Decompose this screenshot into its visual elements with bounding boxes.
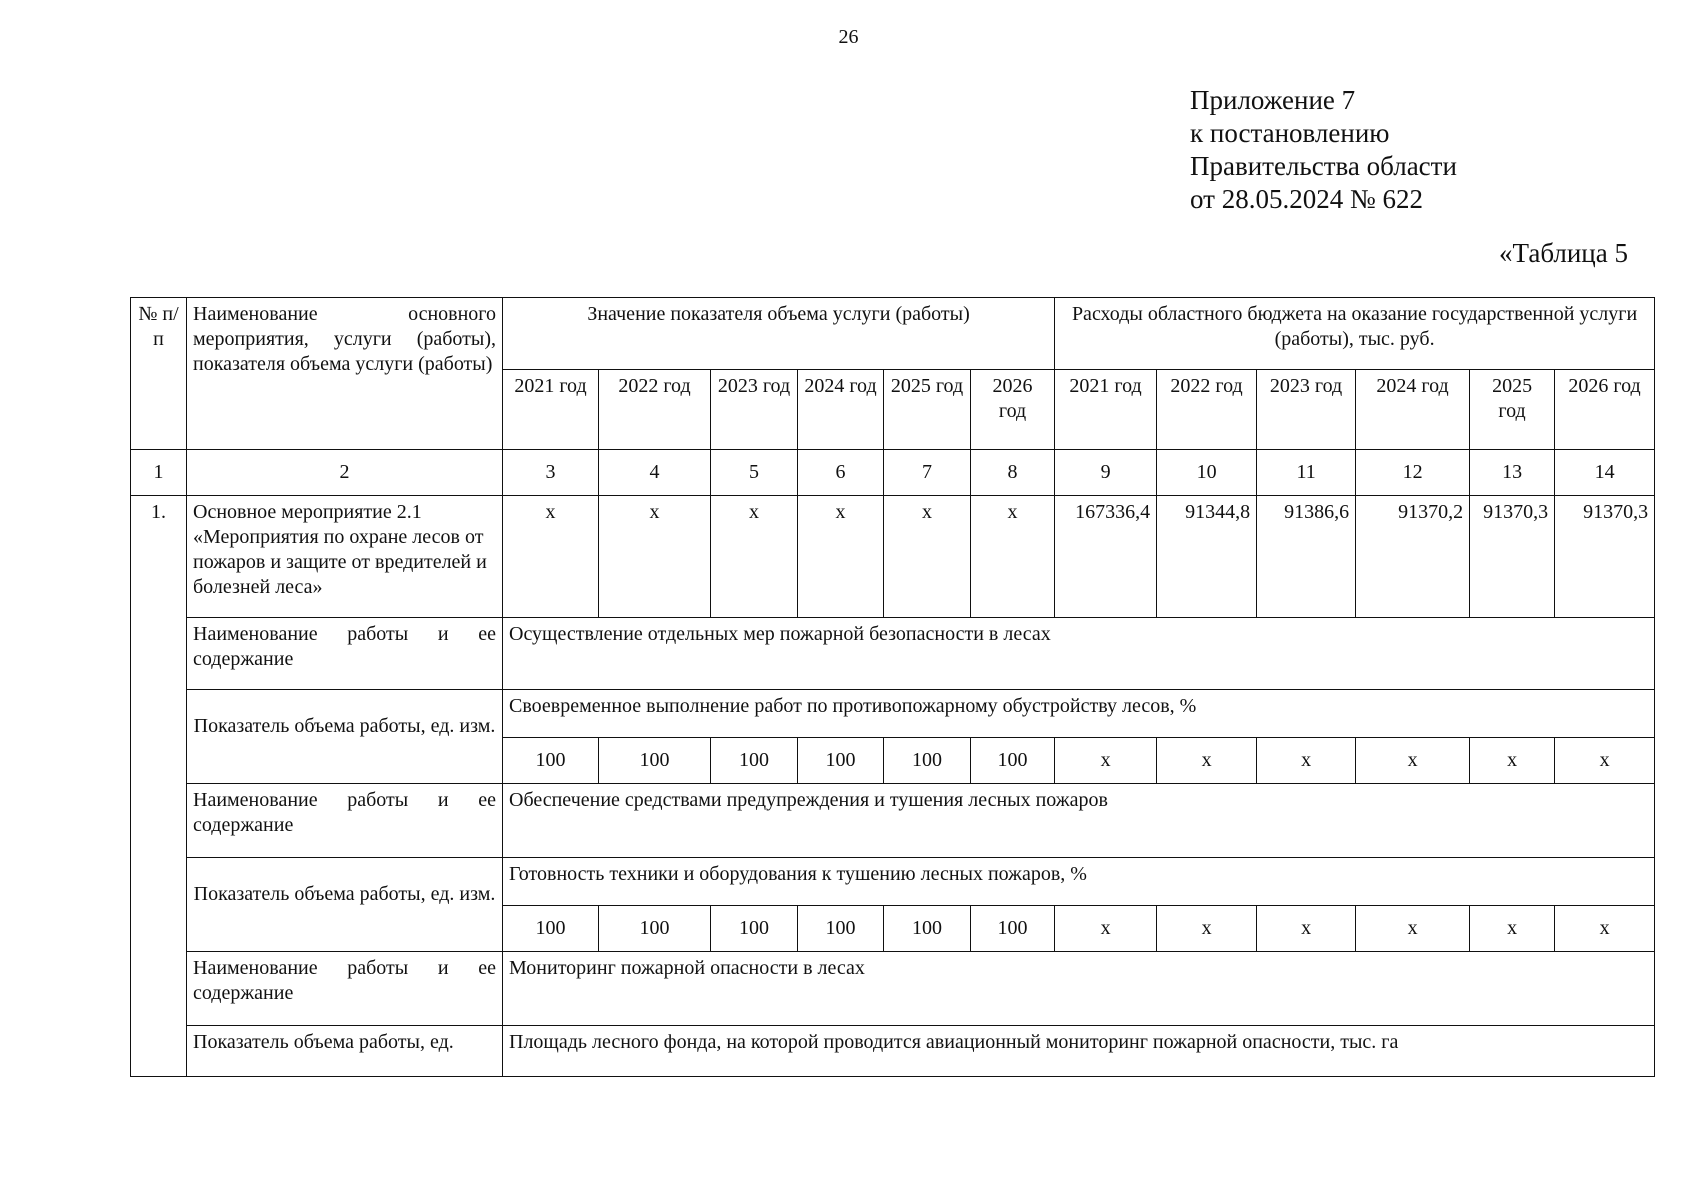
volume-value: x — [884, 496, 971, 618]
column-number: 1 — [131, 450, 187, 496]
column-number: 13 — [1470, 450, 1555, 496]
row-num: 1. — [131, 496, 187, 1077]
indicator-value: x — [1055, 738, 1157, 784]
column-number: 4 — [599, 450, 711, 496]
header-year: 2021 год — [1055, 370, 1157, 450]
work-name: Мониторинг пожарной опасности в лесах — [503, 952, 1655, 1026]
indicator-name: Готовность техники и оборудования к тушению лесных пожаров, % — [503, 858, 1655, 906]
header-name: Наименование основного мероприятия, услуги (работы), показателя объема услуги (работы) — [187, 298, 503, 450]
work-name-label: Наименование работы и ее содержание — [187, 618, 503, 690]
volume-value: x — [798, 496, 884, 618]
expense-value: 91344,8 — [1157, 496, 1257, 618]
indicator-value: 100 — [798, 906, 884, 952]
indicator-value: x — [1356, 738, 1470, 784]
indicator-value: 100 — [884, 738, 971, 784]
indicator-value: 100 — [503, 738, 599, 784]
indicator-label: Показатель объема работы, ед. изм. — [187, 690, 503, 784]
header-year: 2025 год — [1470, 370, 1555, 450]
indicator-value: 100 — [884, 906, 971, 952]
work-name: Обеспечение средствами предупреждения и тушения лесных пожаров — [503, 784, 1655, 858]
indicator-value: x — [1257, 738, 1356, 784]
volume-value: x — [599, 496, 711, 618]
work-name-label: Наименование работы и ее содержание — [187, 784, 503, 858]
indicator-value: x — [1055, 906, 1157, 952]
header-year: 2024 год — [798, 370, 884, 450]
header-year: 2026 год — [1555, 370, 1655, 450]
header-year: 2021 год — [503, 370, 599, 450]
indicator-name: Площадь лесного фонда, на которой проводится авиационный мониторинг пожарной опасности, тыс. га — [503, 1026, 1655, 1077]
indicator-value: x — [1356, 906, 1470, 952]
expense-value: 91386,6 — [1257, 496, 1356, 618]
header-year: 2023 год — [1257, 370, 1356, 450]
header-expense-group: Расходы областного бюджета на оказание государственной услуги (работы), тыс. руб. — [1055, 298, 1655, 370]
column-number: 10 — [1157, 450, 1257, 496]
column-number: 9 — [1055, 450, 1157, 496]
expense-value: 91370,3 — [1555, 496, 1655, 618]
work-name: Осуществление отдельных мер пожарной безопасности в лесах — [503, 618, 1655, 690]
indicator-value: 100 — [971, 906, 1055, 952]
indicator-name: Своевременное выполнение работ по противопожарному обустройству лесов, % — [503, 690, 1655, 738]
work-name-label: Наименование работы и ее содержание — [187, 952, 503, 1026]
appendix-line: Правительства области — [1190, 151, 1457, 181]
header-year: 2022 год — [1157, 370, 1257, 450]
column-number: 5 — [711, 450, 798, 496]
column-number: 11 — [1257, 450, 1356, 496]
indicator-value: x — [1555, 738, 1655, 784]
expense-value: 91370,2 — [1356, 496, 1470, 618]
header-year: 2022 год — [599, 370, 711, 450]
header-volume-group: Значение показателя объема услуги (работы) — [503, 298, 1055, 370]
header-year: 2023 год — [711, 370, 798, 450]
expense-value: 91370,3 — [1470, 496, 1555, 618]
indicator-value: 100 — [971, 738, 1055, 784]
table-label: «Таблица 5 — [1499, 238, 1628, 268]
column-number: 6 — [798, 450, 884, 496]
appendix-line: от 28.05.2024 № 622 — [1190, 184, 1423, 214]
expenses-table — [130, 297, 1655, 1077]
appendix-block — [1190, 84, 1457, 216]
indicator-value: x — [1257, 906, 1356, 952]
indicator-label: Показатель объема работы, ед. изм. — [187, 858, 503, 952]
volume-value: x — [971, 496, 1055, 618]
indicator-value: 100 — [599, 738, 711, 784]
volume-value: x — [503, 496, 599, 618]
appendix-line: Приложение 7 — [1190, 85, 1356, 115]
header-year: 2026 год — [971, 370, 1055, 450]
page-number: 26 — [838, 26, 859, 48]
column-number: 14 — [1555, 450, 1655, 496]
column-number: 3 — [503, 450, 599, 496]
indicator-value: 100 — [798, 738, 884, 784]
indicator-value: x — [1157, 906, 1257, 952]
volume-value: x — [711, 496, 798, 618]
indicator-value: x — [1555, 906, 1655, 952]
indicator-value: x — [1157, 738, 1257, 784]
column-number: 7 — [884, 450, 971, 496]
indicator-label: Показатель объема работы, ед. — [187, 1026, 503, 1077]
indicator-value: 100 — [711, 906, 798, 952]
column-number: 8 — [971, 450, 1055, 496]
header-num: № п/п — [131, 298, 187, 450]
indicator-value: 100 — [711, 738, 798, 784]
header-year: 2024 год — [1356, 370, 1470, 450]
indicator-value: x — [1470, 906, 1555, 952]
column-number: 12 — [1356, 450, 1470, 496]
header-year: 2025 год — [884, 370, 971, 450]
indicator-value: x — [1470, 738, 1555, 784]
column-number: 2 — [187, 450, 503, 496]
expense-value: 167336,4 — [1055, 496, 1157, 618]
indicator-value: 100 — [599, 906, 711, 952]
main-activity-name: Основное мероприятие 2.1 «Мероприятия по охране лесов от пожаров и защите от вредителей и болезней леса» — [187, 496, 503, 618]
indicator-value: 100 — [503, 906, 599, 952]
appendix-line: к постановлению — [1190, 118, 1390, 148]
